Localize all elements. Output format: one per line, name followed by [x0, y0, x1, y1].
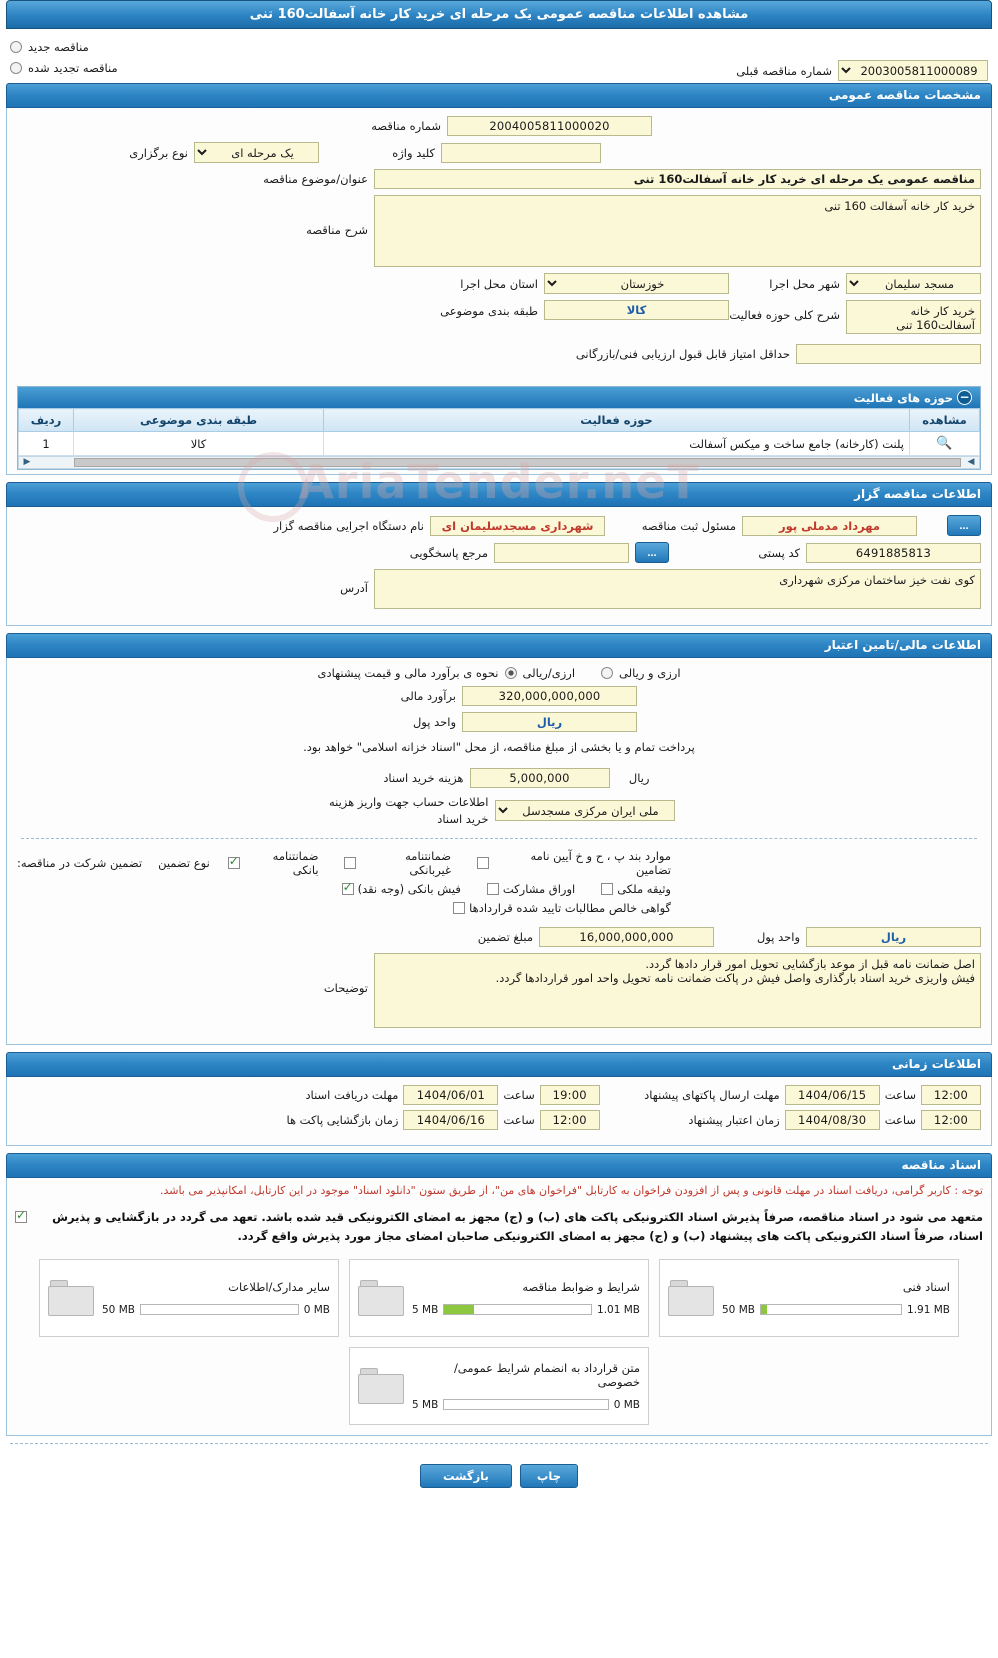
scope-label: شرح کلی حوزه فعالیت [729, 308, 840, 322]
address-row [17, 569, 981, 609]
option-both-radio[interactable] [601, 667, 613, 679]
estimate-mode-row [17, 666, 981, 680]
activity-cell: پلنت (کارخانه) جامع ساخت و میکس آسفالت [324, 432, 910, 456]
guarantee-option-2-label: ضمانتنامه غیربانکی [405, 849, 452, 878]
activity-header-row [19, 409, 980, 432]
file-name: اسناد فنی [902, 1279, 950, 1294]
checkbox-property-collateral[interactable] [601, 883, 613, 895]
doc-cost-row [17, 768, 981, 788]
payment-note: پرداخت تمام و یا بخشی از مبلغ مناقصه، از محل "اسناد خزانه اسلامی" خواهد بود. [303, 740, 695, 754]
reply-ref-label: مرجع پاسخگویی [409, 545, 488, 560]
watermark-text: AriaTender.neT [298, 455, 700, 509]
guarantee-notes-label: توضیحات [323, 981, 368, 996]
guarantee-option-7[interactable] [453, 901, 671, 915]
scroll-thumb[interactable] [74, 458, 961, 467]
file-card-other [39, 1259, 339, 1337]
new-tender-row[interactable] [10, 36, 988, 54]
address-label: آدرس [340, 581, 368, 595]
submit-deadline-date[interactable] [785, 1085, 880, 1105]
row-index-cell: 1 [19, 432, 74, 456]
folder-icon [48, 1280, 94, 1316]
guarantee-amount-input[interactable] [539, 927, 714, 947]
province-label: استان محل اجرا [460, 276, 538, 291]
payment-note-row [17, 738, 981, 758]
holding-type-label: نوع برگزاری [129, 145, 188, 160]
checkbox-net-claims-certificate[interactable] [453, 902, 465, 914]
tender-number-input[interactable] [447, 116, 652, 136]
documents-section-title: اسناد مناقصه [6, 1153, 992, 1178]
holding-type-row [17, 142, 981, 163]
option-rial-label: ارزی/ریالی [522, 666, 576, 680]
file-cards [7, 1251, 991, 1435]
category-cell: کالا [74, 432, 324, 456]
holding-type-select[interactable] [194, 142, 319, 163]
folder-icon [358, 1280, 404, 1316]
guarantee-option-1-label: ضمانتنامه بانکی [272, 849, 319, 878]
description-row [17, 195, 981, 267]
tender-type-options [0, 36, 998, 83]
min-score-row [17, 344, 981, 364]
category-label: طبقه بندی موضوعی [440, 304, 538, 318]
guarantee-line-2 [342, 882, 671, 896]
officer-input[interactable] [742, 516, 917, 536]
col-row: ردیف [19, 409, 74, 432]
view-cell[interactable] [910, 432, 980, 456]
guarantee-option-5[interactable] [487, 882, 575, 896]
documents-warning: توجه : کاربر گرامی، دریافت اسناد در مهلت قانونی و پس از افزودن فراخوان به کارتابل "فراخوان های من"، از طریق ستون "دانلود اسناد" موجود در این کارتابل، امکانپذیر می باشد. [159, 1184, 983, 1198]
opening-time-label: ساعت [503, 1113, 535, 1128]
time-section-title: اطلاعات زمانی [6, 1052, 992, 1077]
description-label: شرح مناقصه [306, 223, 368, 237]
table-row[interactable] [19, 432, 980, 456]
category-input[interactable] [544, 300, 729, 320]
file-max: 50 MB [722, 1303, 755, 1316]
new-tender-label: مناقصه جدید [28, 40, 89, 54]
guarantee-amount-label: مبلغ تضمین [477, 930, 533, 945]
option-both-label: ارزی و ریالی [619, 666, 681, 680]
col-category: طبقه بندی موضوعی [74, 409, 324, 432]
location-row [17, 273, 981, 294]
estimate-row [17, 686, 981, 706]
organizer-input[interactable] [430, 516, 605, 536]
opening-time[interactable] [540, 1110, 600, 1130]
receive-deadline-time[interactable] [540, 1085, 600, 1105]
min-score-input[interactable] [796, 344, 981, 364]
participation-label: تضمین شرکت در مناقصه: [17, 856, 143, 871]
postal-code-input[interactable] [806, 543, 981, 563]
guarantee-currency-input[interactable] [806, 927, 981, 947]
guarantee-block [17, 849, 981, 915]
estimate-label: برآورد مالی [400, 689, 456, 703]
description-textarea[interactable] [374, 195, 981, 267]
folder-icon [668, 1280, 714, 1316]
reply-ref-lookup-button[interactable]: ... [635, 542, 669, 563]
footer-buttons [0, 1450, 998, 1506]
organizer-row [17, 515, 981, 536]
estimate-input[interactable] [462, 686, 637, 706]
subject-input[interactable] [374, 169, 981, 189]
submit-deadline-time[interactable] [921, 1085, 981, 1105]
pledge-row [7, 1204, 991, 1251]
option-rial-radio[interactable] [505, 667, 517, 679]
address-textarea[interactable] [374, 569, 981, 609]
min-score-label: حداقل امتیاز قابل قبول ارزیابی فنی/بازرگانی [575, 347, 790, 361]
scope-textarea[interactable] [846, 300, 981, 334]
keyword-label: کلید واژه [392, 145, 435, 160]
submit-deadline-label: مهلت ارسال پاکتهای پیشنهاد [644, 1088, 780, 1103]
file-size: 1.01 MB [597, 1303, 640, 1316]
city-label: شهر محل اجرا [769, 276, 840, 291]
receive-deadline-label: مهلت دریافت اسناد [305, 1088, 399, 1103]
col-activity: حوزه فعالیت [324, 409, 910, 432]
guarantee-line-3 [453, 901, 671, 915]
activity-table-box [17, 386, 981, 470]
activity-section-title: حوزه های فعالیت [853, 390, 953, 405]
officer-label: مسئول ثبت مناقصه [641, 518, 736, 533]
guarantee-notes-textarea[interactable] [374, 953, 981, 1028]
file-max: 5 MB [412, 1303, 439, 1316]
city-select[interactable] [846, 273, 981, 294]
account-select[interactable] [495, 800, 675, 821]
guarantee-option-7-label: گواهی خالص مطالبات تایید شده قراردادها [469, 901, 671, 916]
receive-deadline-time-label: ساعت [503, 1088, 535, 1103]
file-max: 5 MB [412, 1398, 439, 1411]
reply-ref-input[interactable] [494, 543, 629, 563]
account-label: اطلاعات حساب جهت واریز هزینه خرید اسناد [328, 794, 489, 826]
organizer-section-title: اطلاعات مناقصه گزار [6, 482, 992, 507]
pledge-text: متعهد می شود در اسناد مناقصه، صرفاً پذیرش اسناد الکترونیکی پاکت های (ب) و (ج) مجهز به امضای الکترونیکی قید شده باشد. تعهد می گردد در بازگشایی و پذیرش اسناد، صرفاً اسناد الکترونیکی پاکت های پیشنهاد (ب) و (ج) مجهز به امضای الکترونیکی صاحبان امضای مجاز مورد پذیرش واقع گردد. [52, 1209, 983, 1244]
organizer-section [6, 482, 992, 626]
postal-code-label: کد پستی [758, 545, 800, 560]
checkbox-participation-bonds[interactable] [487, 883, 499, 895]
checkbox-nonbank-guarantee[interactable] [344, 857, 356, 869]
guarantee-options [17, 849, 671, 915]
time-row-2 [17, 1110, 981, 1130]
guarantee-line-1 [17, 849, 671, 877]
checkbox-bank-guarantee[interactable] [228, 857, 240, 869]
main-header [6, 0, 992, 29]
file-name: سایر مدارک/اطلاعات [228, 1279, 330, 1294]
general-section-title: مشخصات مناقصه عمومی [6, 83, 992, 108]
subject-row [17, 169, 981, 189]
back-button[interactable]: بازگشت [420, 1464, 512, 1488]
file-card-terms [349, 1259, 649, 1337]
guarantee-option-6[interactable] [601, 882, 671, 896]
estimate-mode-label: نحوه ی برآورد مالی و قیمت پیشنهادی [317, 666, 499, 680]
validity-time-label: ساعت [884, 1113, 916, 1128]
collapse-icon[interactable]: − [957, 390, 972, 405]
receive-deadline-date[interactable] [403, 1085, 498, 1105]
guarantee-notes-row [17, 953, 981, 1028]
guarantee-option-3[interactable] [477, 849, 671, 877]
opening-date[interactable] [403, 1110, 498, 1130]
province-select[interactable] [544, 273, 729, 294]
guarantee-option-5-label: اوراق مشارکت [502, 882, 576, 897]
file-name: شرایط و ضوابط مناقصه [522, 1279, 640, 1294]
documents-section [6, 1153, 992, 1436]
file-progress [443, 1399, 608, 1410]
doc-cost-input[interactable] [470, 768, 610, 788]
print-button[interactable]: چاپ [520, 1464, 578, 1488]
file-progress [443, 1304, 592, 1315]
activity-table [18, 408, 980, 456]
checkbox-bank-receipt[interactable] [342, 883, 354, 895]
currency-row [17, 712, 981, 732]
guarantee-option-2[interactable] [344, 849, 451, 877]
tender-number-row [17, 116, 981, 136]
file-card-technical [659, 1259, 959, 1337]
guarantee-option-4[interactable] [342, 882, 461, 896]
currency-input[interactable] [462, 712, 637, 732]
page-title: مشاهده اطلاعات مناقصه عمومی یک مرحله ای خرید کار خانه آسفالت160 تنی [6, 0, 992, 29]
guarantee-option-3-label: موارد بند پ ، ح و خ آیین نامه تضامین [530, 849, 671, 878]
magnifier-icon[interactable]: 🔍 [936, 436, 953, 451]
time-section [6, 1052, 992, 1146]
organizer-lookup-button[interactable]: ... [947, 515, 981, 536]
previous-number-label: شماره مناقصه قبلی [736, 63, 832, 78]
doc-cost-currency: ریال [628, 770, 650, 785]
guarantee-option-1[interactable] [228, 849, 319, 877]
file-size: 1.91 MB [907, 1303, 950, 1316]
previous-tender-number-select[interactable] [838, 60, 988, 81]
scroll-left-arrow[interactable]: ▶ [23, 457, 31, 467]
checkbox-bond-terms[interactable] [477, 857, 489, 869]
currency-label: واحد پول [412, 715, 456, 729]
file-card-contract [349, 1347, 649, 1425]
activity-table-header [18, 387, 980, 408]
finance-section [6, 633, 992, 1045]
tender-number-label: شماره مناقصه [371, 119, 441, 133]
file-progress [760, 1304, 902, 1315]
previous-number-row [10, 56, 988, 81]
file-progress [140, 1304, 299, 1315]
category-row [17, 300, 981, 334]
renewed-tender-radio[interactable] [10, 62, 22, 74]
organizer-label: نام دستگاه اجرایی مناقصه گزار [273, 518, 424, 533]
footer-divider [10, 1443, 988, 1444]
file-size: 0 MB [613, 1398, 640, 1411]
pledge-checkbox[interactable] [15, 1211, 27, 1223]
file-size: 0 MB [303, 1303, 330, 1316]
file-max: 50 MB [102, 1303, 135, 1316]
keyword-input[interactable] [441, 143, 601, 163]
guarantee-option-6-label: وثیقه ملکی [617, 882, 671, 897]
col-view: مشاهده [910, 409, 980, 432]
file-name: متن قرارداد به انضمام شرایط عمومی/خصوصی [453, 1360, 640, 1389]
activity-table-scrollbar[interactable] [18, 456, 980, 469]
subject-label: عنوان/موضوع مناقصه [263, 172, 368, 186]
validity-time[interactable] [921, 1110, 981, 1130]
renewed-tender-label: مناقصه تجدید شده [28, 61, 118, 75]
account-row [17, 794, 981, 829]
guarantee-type-label: نوع تضمین [158, 856, 210, 871]
finance-divider [21, 838, 977, 839]
submit-deadline-time-label: ساعت [884, 1088, 916, 1103]
reply-ref-row [17, 542, 981, 563]
doc-cost-label: هزینه خرید اسناد [383, 770, 464, 785]
time-row-1 [17, 1085, 981, 1105]
guarantee-currency-label: واحد پول [756, 930, 800, 945]
guarantee-amount-row [17, 927, 981, 947]
new-tender-radio[interactable] [10, 41, 22, 53]
validity-label: زمان اعتبار پیشنهاد [688, 1113, 780, 1128]
validity-date[interactable] [785, 1110, 880, 1130]
finance-section-title: اطلاعات مالی/تامین اعتبار [6, 633, 992, 658]
guarantee-option-4-label: فیش بانکی (وجه نقد) [357, 882, 461, 897]
scroll-right-arrow[interactable]: ◀ [967, 457, 975, 467]
opening-label: زمان بازگشایی پاکت ها [286, 1113, 399, 1128]
general-section [6, 83, 992, 475]
folder-icon [358, 1368, 404, 1404]
